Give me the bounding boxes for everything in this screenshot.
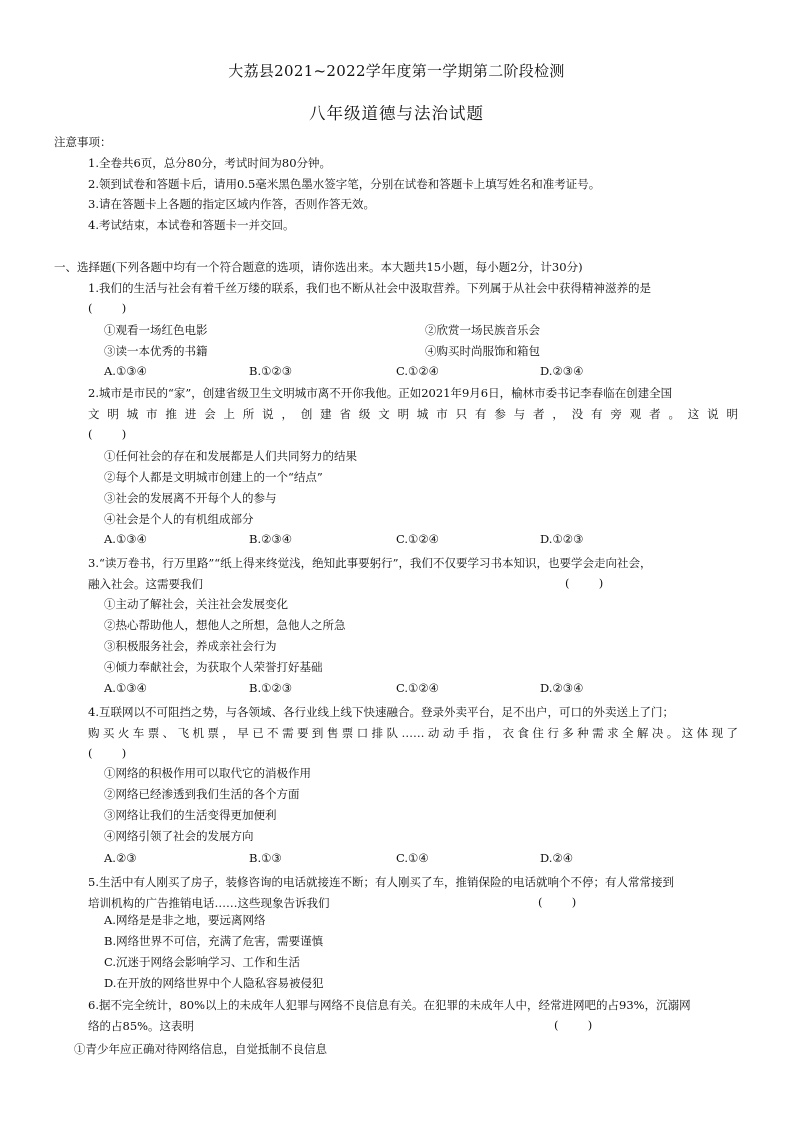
- q3-item-3: ③积极服务社会，养成亲社会行为: [104, 639, 277, 653]
- section-heading: 一、选择题(下列各题中均有一个符合题意的选项，请你选出来。本大题共15小题，每小题2分，计30分): [54, 260, 583, 274]
- q2-item-2: ②每个人都是文明城市创建上的一个“结点”: [104, 470, 323, 484]
- q3-stem-line1: 3.“读万卷书，行万里路”“纸上得来终觉浅，绝知此事要躬行”，我们不仅要学习书本知识，也要学会走向社会，: [88, 556, 652, 570]
- notice-item-3: 3.请在答题卡上各题的指定区域内作答，否则作答无效。: [88, 197, 375, 211]
- q1-choice-b: B.①②③: [249, 364, 293, 378]
- q5-choice-c: C.沉迷于网络会影响学习、工作和生活: [104, 955, 301, 969]
- q3-choice-c: C.①②④: [396, 681, 439, 695]
- q1-choice-c: C.①②④: [396, 364, 439, 378]
- q2-item-4: ④社会是个人的有机组成部分: [104, 512, 254, 526]
- exam-subtitle: 八年级道德与法治试题: [309, 104, 484, 123]
- q2-item-1: ①任何社会的存在和发展都是人们共同努力的结果: [104, 449, 357, 463]
- q2-item-3: ③社会的发展离不开每个人的参与: [104, 491, 277, 505]
- q5-answer-paren: ( ): [538, 895, 577, 909]
- q4-item-4: ④网络引领了社会的发展方向: [104, 829, 254, 843]
- q5-choice-a: A.网络是是非之地，要远离网络: [104, 913, 266, 927]
- q1-item-4: ④购买时尚服饰和箱包: [425, 344, 540, 358]
- q2-choice-c: C.①②④: [396, 532, 439, 546]
- q2-choice-b: B.②③④: [249, 532, 293, 546]
- q3-choice-b: B.①②③: [249, 681, 293, 695]
- q4-choice-c: C.①④: [396, 851, 429, 865]
- q2-stem-line2: 文明城市推进会上所说，创建省级文明城市只有参与者，没有旁观者。这说明: [88, 407, 738, 421]
- q4-stem-line1: 4.互联网以不可阻挡之势，与各领域、各行业线上线下快速融合。登录外卖平台，足不出户，可口的外卖送上了门；: [88, 705, 674, 719]
- q2-choice-a: A.①③④: [104, 532, 147, 546]
- notice-heading: 注意事项：: [54, 135, 112, 149]
- q5-stem-line2: 培训机构的广告推销电话……这些现象告诉我们: [88, 896, 330, 910]
- q1-stem: 1.我们的生活与社会有着千丝万缕的联系，我们也不断从社会中汲取营养。下列属于从社会中获得精神滋养的是: [88, 281, 651, 295]
- q1-item-2: ②欣赏一场民族音乐会: [425, 323, 540, 337]
- q3-choice-a: A.①③④: [104, 681, 147, 695]
- q6-stem-line2: 络的占85%。这表明: [88, 1019, 195, 1033]
- q1-item-1: ①观看一场红色电影: [104, 323, 208, 337]
- q4-stem-line2: 购买火车票、飞机票，早已不需要到售票口排队……动动手指，衣食住行多种需求全解决。这体现了: [88, 726, 738, 740]
- q4-choice-d: D.②④: [540, 851, 574, 865]
- q6-answer-paren: ( ): [554, 1018, 593, 1032]
- exam-title: 大荔县2021~2022学年度第一学期第二阶段检测: [228, 62, 565, 80]
- q4-item-1: ①网络的积极作用可以取代它的消极作用: [104, 766, 311, 780]
- q1-answer-paren: ( ): [88, 301, 127, 315]
- q3-item-1: ①主动了解社会，关注社会发展变化: [104, 597, 288, 611]
- q3-choice-d: D.②③④: [540, 681, 584, 695]
- q4-choice-a: A.②③: [104, 851, 137, 865]
- notice-item-4: 4.考试结束，本试卷和答题卡一并交回。: [88, 218, 295, 232]
- q6-item-1: ①青少年应正确对待网络信息，自觉抵制不良信息: [74, 1042, 327, 1056]
- notice-item-2: 2.领到试卷和答题卡后，请用0.5毫米黑色墨水签字笔，分别在试卷和答题卡上填写姓名和准考证号。: [88, 177, 601, 191]
- q4-item-2: ②网络已经渗透到我们生活的各个方面: [104, 787, 300, 801]
- q2-answer-paren: ( ): [88, 427, 127, 441]
- q3-item-2: ②热心帮助他人，想他人之所想，急他人之所急: [104, 618, 346, 632]
- q5-choice-d: D.在开放的网络世界中个人隐私容易被侵犯: [104, 976, 324, 990]
- q1-item-3: ③读一本优秀的书籍: [104, 344, 208, 358]
- q1-choice-d: D.②③④: [540, 364, 584, 378]
- q5-choice-b: B.网络世界不可信，充满了危害，需要谨慎: [104, 934, 324, 948]
- q6-stem-line1: 6.据不完全统计，80%以上的未成年人犯罪与网络不良信息有关。在犯罪的未成年人中，经常进网吧的占93%，沉溺网: [88, 998, 691, 1012]
- q3-stem-line2: 融入社会。这需要我们: [88, 577, 203, 591]
- q4-item-3: ③网络让我们的生活变得更加便利: [104, 808, 277, 822]
- q3-item-4: ④倾力奉献社会，为获取个人荣誉打好基础: [104, 660, 323, 674]
- q2-choice-d: D.①②③: [540, 532, 584, 546]
- notice-item-1: 1.全卷共6页，总分80分，考试时间为80分钟。: [88, 156, 332, 170]
- q5-stem-line1: 5.生活中有人刚买了房子，装修咨询的电话就接连不断；有人刚买了车，推销保险的电话就响个不停；有人常常接到: [88, 875, 674, 889]
- q3-answer-paren: ( ): [565, 576, 604, 590]
- q4-choice-b: B.①③: [249, 851, 282, 865]
- q4-answer-paren: ( ): [88, 746, 127, 760]
- q2-stem-line1: 2.城市是市民的“家”，创建省级卫生文明城市离不开你我他。正如2021年9月6日，榆林市委书记李春临在创建全国: [88, 386, 673, 400]
- q1-choice-a: A.①③④: [104, 364, 147, 378]
